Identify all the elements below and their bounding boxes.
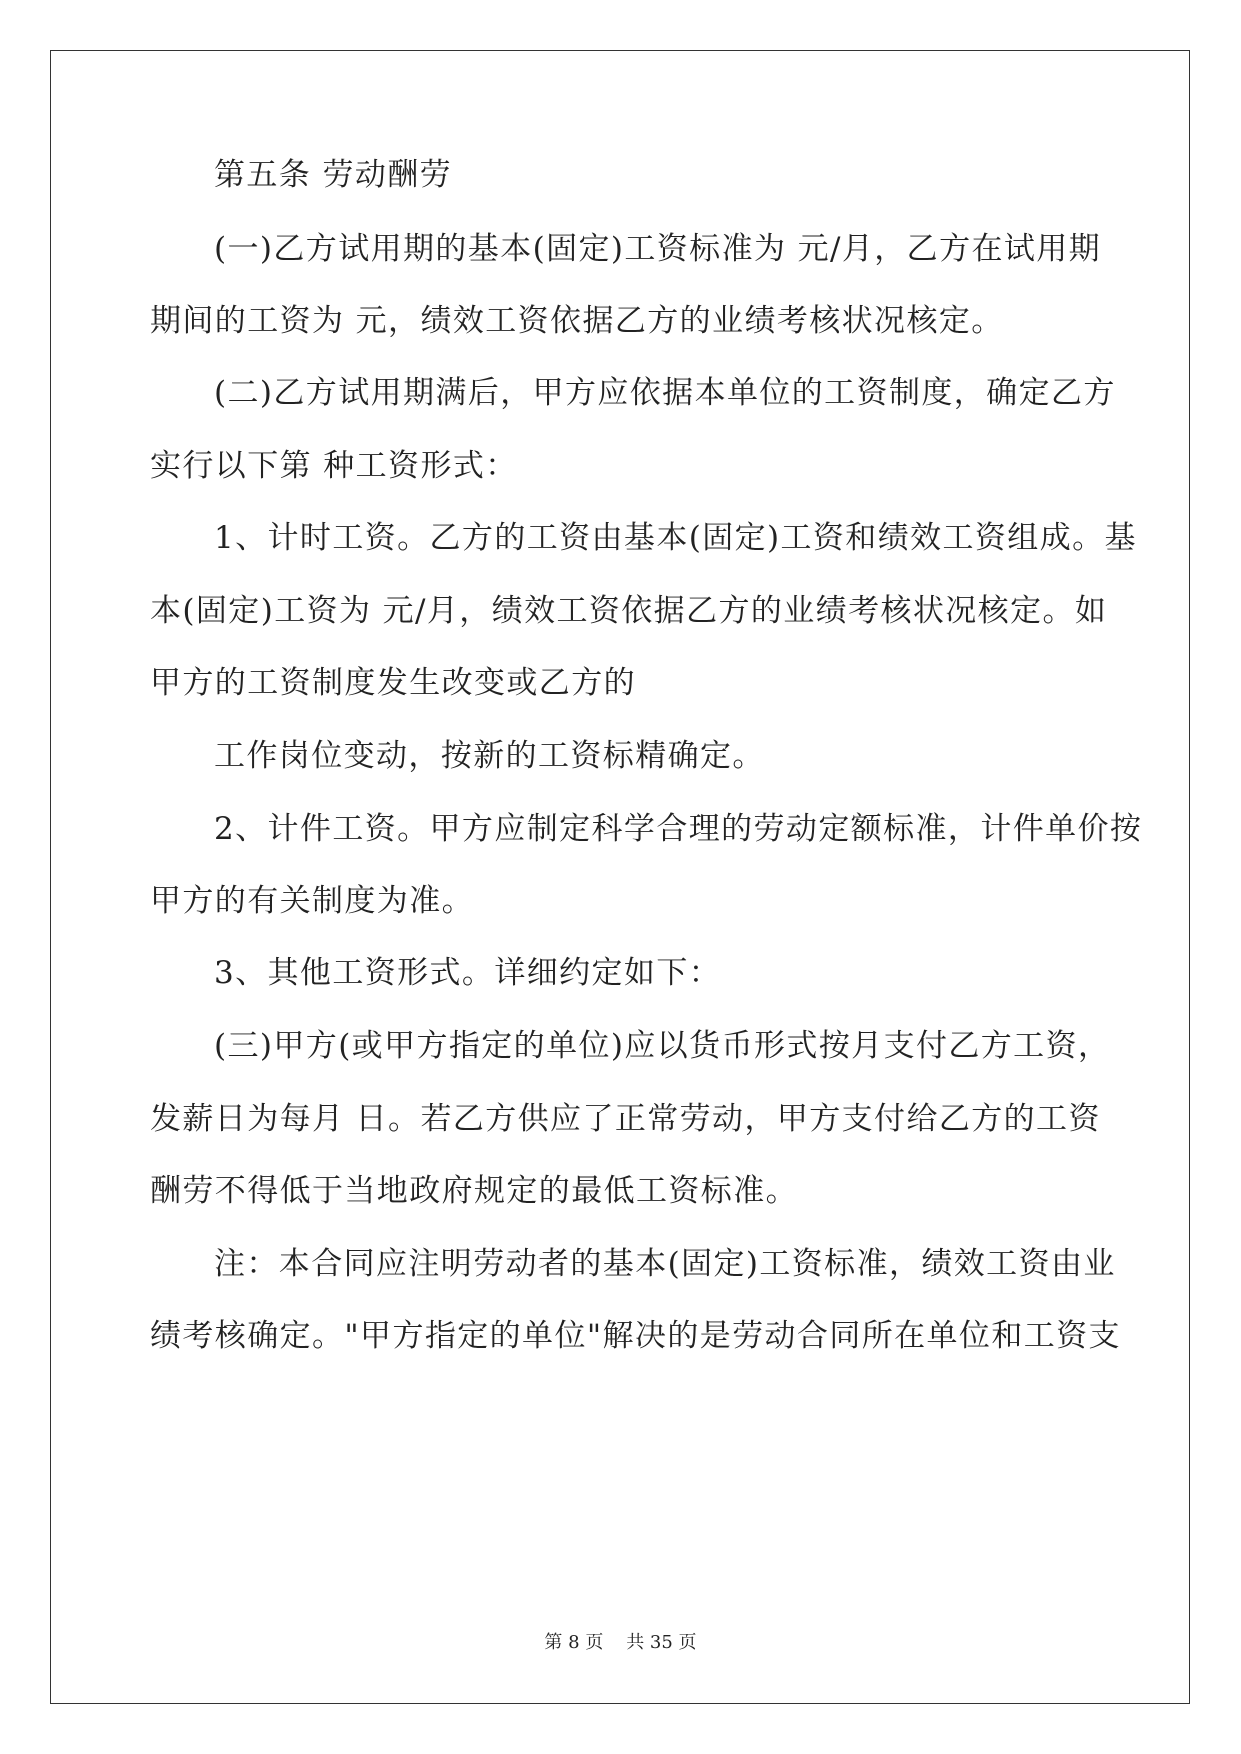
text-line: 本(固定)工资为 元/月，绩效工资依据乙方的业绩考核状况核定。如: [150, 593, 1108, 629]
text-line: 2、计件工资。甲方应制定科学合理的劳动定额标准，计件单价按: [214, 811, 1143, 847]
text-line: 甲方的有关制度为准。: [150, 883, 474, 919]
text-line: 期间的工资为 元，绩效工资依据乙方的业绩考核状况核定。: [150, 303, 1004, 339]
text-line: 1、计时工资。乙方的工资由基本(固定)工资和绩效工资组成。基: [214, 520, 1137, 556]
text-line: 酬劳不得低于当地政府规定的最低工资标准。: [150, 1173, 798, 1209]
text-line: 3、其他工资形式。详细约定如下：: [214, 955, 722, 991]
page-border: [50, 50, 1190, 1704]
page-footer: [0, 1631, 1241, 1655]
text-line: 甲方的工资制度发生改变或乙方的: [150, 665, 636, 701]
page-number-label: 第 8 页 共 35 页: [544, 1632, 697, 1653]
text-line: 注：本合同应注明劳动者的基本(固定)工资标准，绩效工资由业: [214, 1246, 1116, 1282]
text-line: 绩考核确定。"甲方指定的单位"解决的是劳动合同所在单位和工资支: [150, 1318, 1121, 1354]
text-line: (二)乙方试用期满后，甲方应依据本单位的工资制度，确定乙方: [214, 375, 1116, 411]
article-heading: 第五条 劳动酬劳: [214, 157, 453, 193]
text-line: (三)甲方(或甲方指定的单位)应以货币形式按月支付乙方工资，: [214, 1028, 1111, 1064]
text-line: 工作岗位变动，按新的工资标精确定。: [214, 738, 765, 774]
text-line: (一)乙方试用期的基本(固定)工资标准为 元/月，乙方在试用期: [214, 231, 1102, 267]
text-line: 发薪日为每月 日。若乙方供应了正常劳动，甲方支付给乙方的工资: [150, 1101, 1101, 1137]
text-line: 实行以下第 种工资形式：: [150, 448, 518, 484]
